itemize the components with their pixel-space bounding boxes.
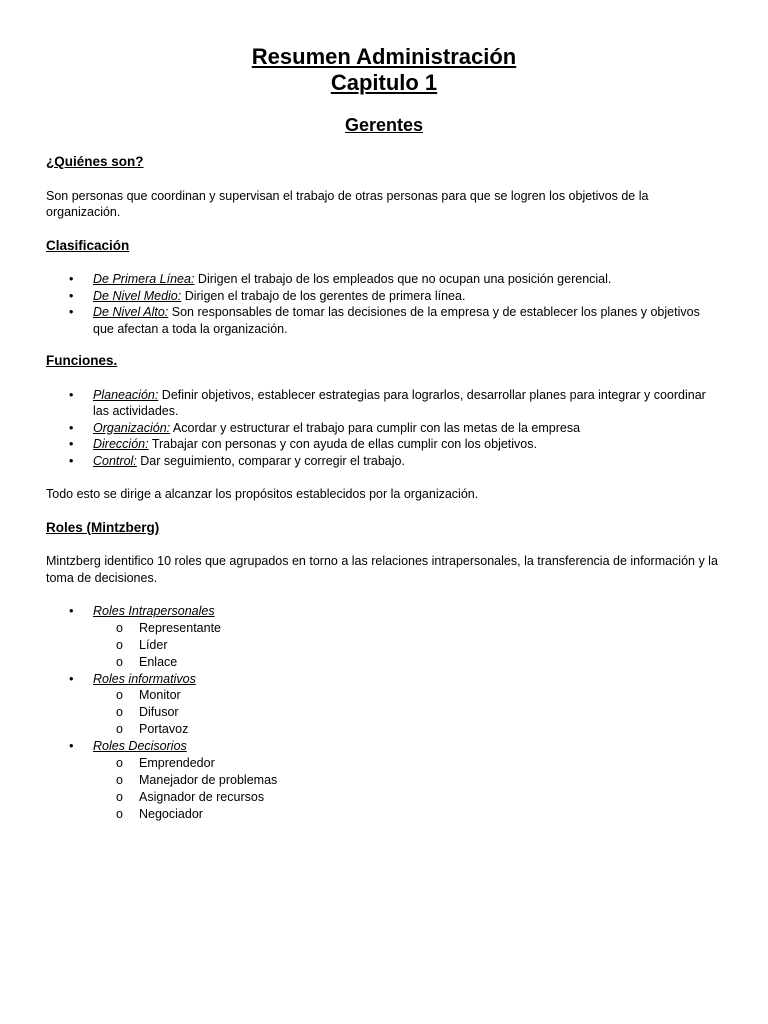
roles-group-label: Roles informativos	[93, 671, 196, 686]
list-item	[46, 271, 722, 288]
list-item	[46, 387, 722, 420]
list-item-term: Planeación:	[93, 387, 159, 402]
title-line-2: Capitulo 1	[330, 70, 438, 95]
heading-quienes: ¿Quiénes son?	[46, 154, 144, 169]
list-item	[46, 304, 722, 337]
list-item-text: Acordar y estructurar el trabajo para cumplir con las metas de la empresa	[170, 420, 581, 435]
list-item-term: De Primera Línea:	[93, 272, 195, 286]
document-title	[46, 44, 722, 96]
paragraph-funciones-summary: Todo esto se dirige a alcanzar los propósitos establecidos por la organización.	[46, 487, 479, 501]
list-item: o Representante	[93, 620, 722, 637]
list-item-term: Organización:	[93, 420, 171, 435]
title-line-1: Resumen Administración	[251, 44, 517, 69]
document-subtitle: Gerentes	[344, 115, 424, 135]
list-item: o Difusor	[93, 704, 722, 721]
list-item-term: De Nivel Alto:	[93, 305, 169, 319]
roles-sublist	[93, 755, 722, 823]
heading-roles: Roles (Mintzberg)	[46, 519, 160, 535]
list-item: o Manejador de problemas	[93, 772, 722, 789]
list-item	[46, 420, 722, 437]
roles-group	[46, 603, 722, 671]
roles-group	[46, 671, 722, 739]
list-item	[46, 288, 722, 305]
heading-clasificacion: Clasificación	[46, 237, 130, 253]
list-item: o Asignador de recursos	[93, 789, 722, 806]
list-funciones	[46, 387, 722, 470]
heading-funciones: Funciones.	[46, 353, 118, 368]
roles-group-label: Roles Decisorios	[93, 739, 187, 753]
list-item-text: Dar seguimiento, comparar y corregir el trabajo.	[136, 453, 405, 468]
list-item: o Portavoz	[93, 721, 722, 738]
list-roles	[46, 603, 722, 823]
list-item-text: Dirigen el trabajo de los empleados que no ocupan una posición gerencial.	[194, 272, 612, 286]
list-item	[46, 436, 722, 453]
list-item: o Negociador	[93, 806, 722, 823]
roles-sublist	[93, 620, 722, 671]
list-item: o Monitor	[93, 687, 722, 704]
list-item-term: Control:	[93, 453, 137, 468]
paragraph-quienes: Son personas que coordinan y supervisan el trabajo de otras personas para que se logren los objetivos de la organización.	[46, 188, 649, 219]
list-item-text: Son responsables de tomar las decisiones de la empresa y de establecer los planes y objetivos que afectan a toda la organización.	[93, 305, 700, 336]
list-clasificacion	[46, 271, 722, 337]
list-item: o Líder	[93, 637, 722, 654]
list-item: o Emprendedor	[93, 755, 722, 772]
roles-group	[46, 738, 722, 823]
roles-sublist	[93, 687, 722, 738]
paragraph-roles-intro: Mintzberg identifico 10 roles que agrupados en torno a las relaciones intrapersonales, la transferencia de información y la toma de decisiones.	[46, 554, 718, 585]
list-item-text: Dirigen el trabajo de los gerentes de primera línea.	[181, 288, 466, 303]
list-item-text: Trabajar con personas y con ayuda de ellas cumplir con los objetivos.	[148, 437, 537, 451]
list-item	[46, 453, 722, 470]
list-item: o Enlace	[93, 654, 722, 671]
list-item-text: Definir objetivos, establecer estrategias para lograrlos, desarrollar planes para integrar y coordinar las actividades.	[93, 387, 706, 418]
list-item-term: De Nivel Medio:	[93, 288, 182, 303]
roles-group-label: Roles Intrapersonales	[93, 604, 215, 618]
list-item-term: Dirección:	[93, 437, 149, 451]
